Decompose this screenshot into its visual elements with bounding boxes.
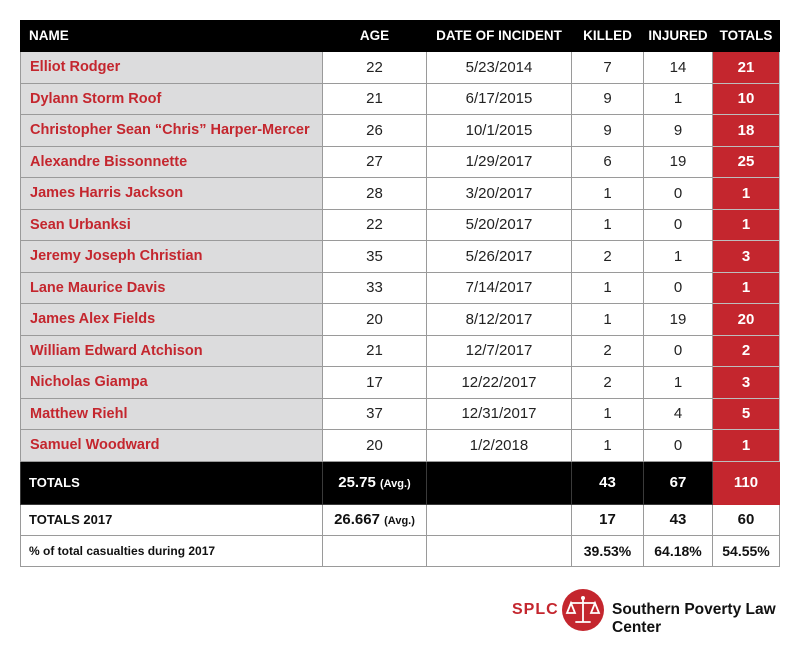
totals-label: TOTALS	[21, 461, 323, 504]
cell-name: Samuel Woodward	[21, 430, 323, 462]
cell-injured: 0	[644, 430, 713, 462]
pct-2017-killed: 39.53%	[572, 535, 644, 566]
cell-date: 12/22/2017	[427, 367, 572, 399]
cell-age: 20	[323, 430, 427, 462]
table-header-row	[21, 21, 780, 52]
cell-age: 26	[323, 115, 427, 147]
table-row	[21, 115, 780, 147]
table-row	[21, 430, 780, 462]
cell-killed: 1	[572, 209, 644, 241]
cell-name: Matthew Riehl	[21, 398, 323, 430]
totals-2017-injured: 43	[644, 504, 713, 535]
cell-age: 28	[323, 178, 427, 210]
header-name: NAME	[21, 21, 323, 52]
cell-date: 5/26/2017	[427, 241, 572, 273]
table-row	[21, 146, 780, 178]
totals-age: 25.75 (Avg.)	[323, 461, 427, 504]
totals-2017-label: TOTALS 2017	[21, 504, 323, 535]
cell-killed: 1	[572, 272, 644, 304]
cell-killed: 6	[572, 146, 644, 178]
cell-name: Nicholas Giampa	[21, 367, 323, 399]
table-row	[21, 304, 780, 336]
cell-name: James Harris Jackson	[21, 178, 323, 210]
totals-2017-age: 26.667 (Avg.)	[323, 504, 427, 535]
cell-killed: 1	[572, 178, 644, 210]
cell-date: 1/29/2017	[427, 146, 572, 178]
cell-killed: 2	[572, 241, 644, 273]
totals-2017-date	[427, 504, 572, 535]
cell-age: 35	[323, 241, 427, 273]
cell-name: Elliot Rodger	[21, 52, 323, 84]
cell-name: Alexandre Bissonnette	[21, 146, 323, 178]
cell-killed: 9	[572, 115, 644, 147]
cell-date: 8/12/2017	[427, 304, 572, 336]
pct-2017-age	[323, 535, 427, 566]
table-row	[21, 241, 780, 273]
cell-age: 22	[323, 52, 427, 84]
cell-total: 21	[713, 52, 780, 84]
cell-age: 21	[323, 83, 427, 115]
cell-date: 5/23/2014	[427, 52, 572, 84]
totals-2017-total: 60	[713, 504, 780, 535]
cell-date: 1/2/2018	[427, 430, 572, 462]
totals-2017-killed: 17	[572, 504, 644, 535]
cell-age: 21	[323, 335, 427, 367]
cell-age: 37	[323, 398, 427, 430]
cell-injured: 9	[644, 115, 713, 147]
cell-killed: 7	[572, 52, 644, 84]
cell-date: 7/14/2017	[427, 272, 572, 304]
cell-date: 6/17/2015	[427, 83, 572, 115]
cell-injured: 1	[644, 241, 713, 273]
pct-2017-date	[427, 535, 572, 566]
cell-age: 33	[323, 272, 427, 304]
org-name: Southern Poverty Law Center	[612, 601, 776, 636]
cell-injured: 19	[644, 146, 713, 178]
cell-date: 3/20/2017	[427, 178, 572, 210]
header-killed: KILLED	[572, 21, 644, 52]
cell-total: 18	[713, 115, 780, 147]
cell-age: 27	[323, 146, 427, 178]
totals-2017-row	[21, 504, 780, 535]
cell-age: 17	[323, 367, 427, 399]
cell-total: 20	[713, 304, 780, 336]
cell-killed: 1	[572, 398, 644, 430]
table-row	[21, 52, 780, 84]
cell-total: 3	[713, 367, 780, 399]
totals-row	[21, 461, 780, 504]
cell-date: 12/7/2017	[427, 335, 572, 367]
table-row	[21, 272, 780, 304]
cell-injured: 19	[644, 304, 713, 336]
cell-date: 5/20/2017	[427, 209, 572, 241]
totals-date	[427, 461, 572, 504]
cell-name: William Edward Atchison	[21, 335, 323, 367]
cell-killed: 1	[572, 304, 644, 336]
table-row	[21, 367, 780, 399]
cell-age: 22	[323, 209, 427, 241]
table-row	[21, 398, 780, 430]
cell-name: Christopher Sean “Chris” Harper-Mercer	[21, 115, 323, 147]
cell-date: 12/31/2017	[427, 398, 572, 430]
incidents-table	[20, 20, 780, 567]
cell-total: 1	[713, 178, 780, 210]
header-date: DATE OF INCIDENT	[427, 21, 572, 52]
table-row	[21, 209, 780, 241]
cell-injured: 14	[644, 52, 713, 84]
table-row	[21, 83, 780, 115]
cell-injured: 0	[644, 272, 713, 304]
cell-injured: 1	[644, 367, 713, 399]
cell-killed: 2	[572, 335, 644, 367]
cell-injured: 0	[644, 335, 713, 367]
totals-injured: 67	[644, 461, 713, 504]
cell-total: 1	[713, 209, 780, 241]
cell-age: 20	[323, 304, 427, 336]
pct-2017-total: 54.55%	[713, 535, 780, 566]
cell-total: 1	[713, 272, 780, 304]
cell-date: 10/1/2015	[427, 115, 572, 147]
header-age: AGE	[323, 21, 427, 52]
cell-killed: 9	[572, 83, 644, 115]
cell-injured: 4	[644, 398, 713, 430]
table-row	[21, 178, 780, 210]
pct-2017-row	[21, 535, 780, 566]
header-injured: INJURED	[644, 21, 713, 52]
cell-total: 25	[713, 146, 780, 178]
totals-total: 110	[713, 461, 780, 504]
cell-injured: 0	[644, 178, 713, 210]
splc-acronym: SPLC	[512, 601, 559, 618]
cell-name: Lane Maurice Davis	[21, 272, 323, 304]
cell-total: 10	[713, 83, 780, 115]
cell-total: 1	[713, 430, 780, 462]
cell-injured: 0	[644, 209, 713, 241]
cell-killed: 2	[572, 367, 644, 399]
totals-killed: 43	[572, 461, 644, 504]
cell-name: James Alex Fields	[21, 304, 323, 336]
pct-2017-label: % of total casualties during 2017	[21, 535, 323, 566]
cell-injured: 1	[644, 83, 713, 115]
cell-killed: 1	[572, 430, 644, 462]
cell-total: 2	[713, 335, 780, 367]
header-totals: TOTALS	[713, 21, 780, 52]
cell-name: Jeremy Joseph Christian	[21, 241, 323, 273]
cell-total: 5	[713, 398, 780, 430]
scales-of-justice-icon	[561, 588, 605, 632]
splc-footer	[512, 588, 787, 636]
table-row	[21, 335, 780, 367]
cell-total: 3	[713, 241, 780, 273]
pct-2017-injured: 64.18%	[644, 535, 713, 566]
cell-name: Sean Urbanksi	[21, 209, 323, 241]
cell-name: Dylann Storm Roof	[21, 83, 323, 115]
